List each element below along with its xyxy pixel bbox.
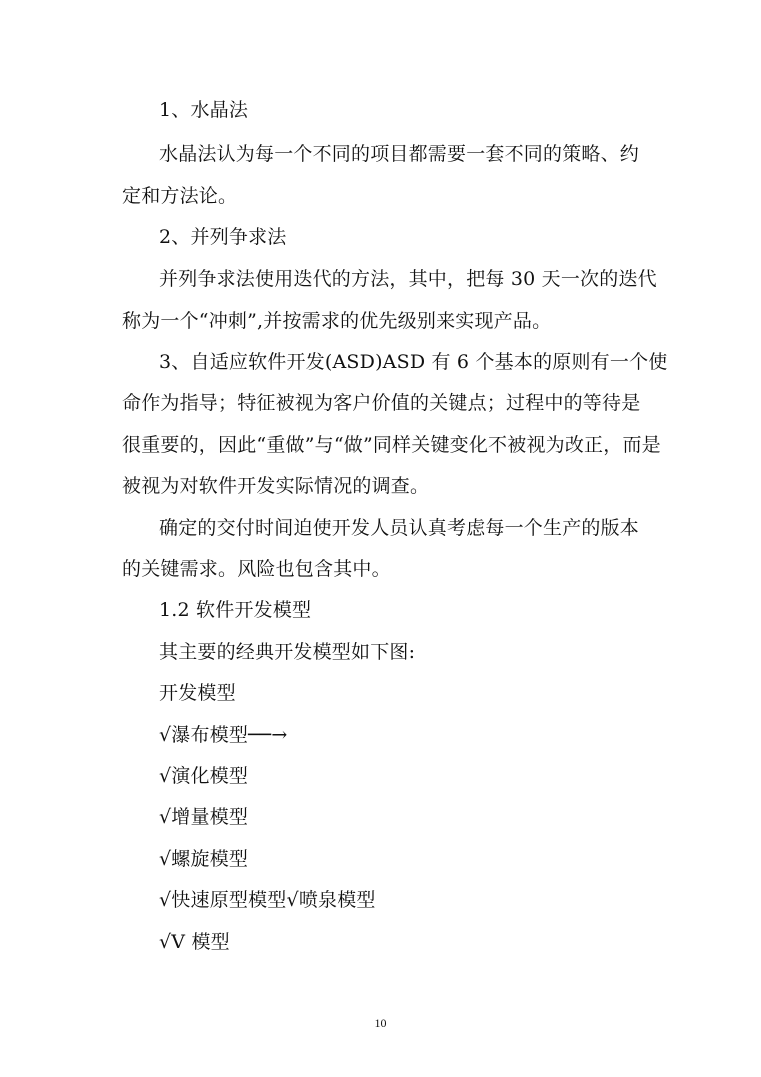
model-item-incremental: √增量模型	[159, 806, 249, 828]
model-list-title: 开发模型	[159, 682, 236, 704]
paragraph-line: 被视为对软件开发实际情况的调查。	[122, 475, 430, 497]
model-item-v-model: √V 模型	[159, 931, 230, 953]
heading-parallel-method: 2、并列争求法	[159, 226, 287, 248]
model-item-evolutionary: √演化模型	[159, 765, 249, 787]
paragraph-line: 称为一个“冲刺”,并按需求的优先级别来实现产品。	[122, 310, 552, 332]
page-number: 10	[374, 1016, 387, 1030]
paragraph-line: 并列争求法使用迭代的方法，其中，把每 30 天一次的迭代	[159, 268, 657, 290]
paragraph-line: 其主要的经典开发模型如下图:	[159, 641, 416, 663]
paragraph-line: 的关键需求。风险也包含其中。	[122, 558, 391, 580]
model-item-prototype-fountain: √快速原型模型√喷泉模型	[159, 889, 376, 911]
paragraph-line: 水晶法认为每一个不同的项目都需要一套不同的策略、约	[159, 143, 640, 165]
paragraph-line: 命作为指导；特征被视为客户价值的关键点；过程中的等待是	[122, 392, 641, 414]
paragraph-line: 很重要的，因此“重做”与“做”同样关键变化不被视为改正，而是	[122, 434, 661, 456]
model-item-spiral: √螺旋模型	[159, 848, 249, 870]
paragraph-line: 确定的交付时间迫使开发人员认真考虑每一个生产的版本	[159, 517, 640, 539]
paragraph-line: 定和方法论。	[122, 185, 238, 207]
heading-crystal-method: 1、水晶法	[159, 99, 249, 121]
section-heading-software-models: 1.2 软件开发模型	[159, 599, 312, 621]
model-item-waterfall: √瀑布模型──→	[159, 724, 288, 746]
paragraph-line: 3、自适应软件开发(ASD)ASD 有 6 个基本的原则有一个使	[159, 351, 668, 373]
